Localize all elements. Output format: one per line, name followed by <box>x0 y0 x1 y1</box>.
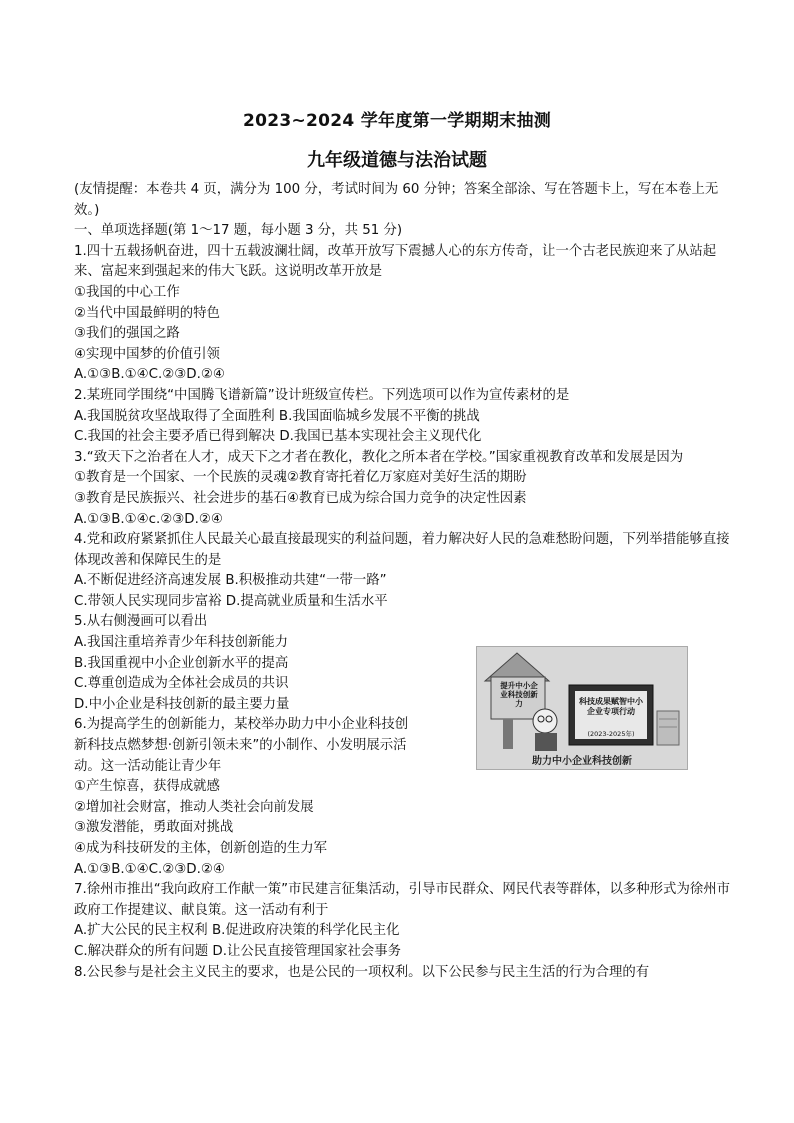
question-7-stem: 7.徐州市推出“我向政府工作献一策”市民建言征集活动，引导市民群众、网民代表等群体，以多种形式为徐州市政府工作提建议、献良策。这一活动有利于 <box>74 882 731 918</box>
question-7-choices-ab: A.扩大公民的民主权利 B.促进政府决策的科学化民主化 <box>74 923 400 939</box>
question-6-option-4: ④成为科技研发的主体，创新创造的生力军 <box>74 841 328 856</box>
question-4-choices-cd: C.带领人民实现同步富裕 D.提高就业质量和生活水平 <box>74 593 388 609</box>
question-2-choices-cd: C.我国的社会主要矛盾已得到解决 D.我国已基本实现社会主义现代化 <box>74 429 482 445</box>
question-8-stem: 8.公民参与是社会主义民主的要求，也是公民的一项权利。以下公民参与民主生活的行为合理的有 <box>74 964 650 980</box>
question-6-stem-line-2: 新科技点燃梦想·创新引领未来”的小制作、小发明展示活 <box>74 738 407 754</box>
exam-body <box>74 180 734 983</box>
question-6-choices: A.①③B.①④C.②③D.②④ <box>74 861 225 877</box>
question-6-option-1: ①产生惊喜，获得成就感 <box>74 779 220 795</box>
question-7-choices-cd: C.解决群众的所有问题 D.让公民直接管理国家社会事务 <box>74 943 402 959</box>
question-6-stem-line-3: 动。这一活动能让青少年 <box>74 758 222 774</box>
question-3-choices: A.①③B.①④c.②③D.②④ <box>74 511 223 527</box>
question-4-choices-ab: A.不断促进经济高速发展 B.积极推动共建“一带一路” <box>74 573 387 589</box>
question-4-stem: 4.党和政府紧紧抓住人民最关心最直接最现实的利益问题，着力解决好人民的急难愁盼问题，下列举措能够直接体现改善和保障民生的是 <box>74 532 730 568</box>
question-1-option-4: ④实现中国梦的价值引领 <box>74 346 220 362</box>
cartoon-illustration <box>476 646 688 770</box>
question-5-choice-a: A.我国注重培养青少年科技创新能力 <box>74 635 289 651</box>
question-1-option-1: ①我国的中心工作 <box>74 284 180 300</box>
question-1-choices: A.①③B.①④C.②③D.②④ <box>74 367 225 383</box>
question-5-choice-c: C.尊重创造成为全体社会成员的共识 <box>74 676 289 692</box>
question-6-option-3: ③激发潜能，勇敢面对挑战 <box>74 820 234 836</box>
question-1-option-3: ③我们的强国之路 <box>74 326 180 342</box>
question-2-stem: 2.某班同学围绕“中国腾飞谱新篇”设计班级宣传栏。下列选项可以作为宣传素材的是 <box>74 387 570 403</box>
question-5-choice-b: B.我国重视中小企业创新水平的提高 <box>74 655 289 671</box>
cartoon-board-text: 科技成果赋智中小企业专项行动 <box>579 697 643 716</box>
question-6-stem-line-1: 6.为提高学生的创新能力，某校举办助力中小企业科技创 <box>74 717 409 733</box>
question-5-choice-d: D.中小企业是科技创新的最主要力量 <box>74 696 290 712</box>
question-3-options-34: ③教育是民族振兴、社会进步的基石④教育已成为综合国力竞争的决定性因素 <box>74 490 527 506</box>
section-heading: 一、单项选择题(第 1～17 题，每小题 3 分，共 51 分) <box>74 223 403 239</box>
cartoon-sign-text: 提升中小企业科技创新力 <box>500 681 538 708</box>
question-1-option-2: ②当代中国最鲜明的特色 <box>74 305 220 321</box>
exam-title: 2023~2024 学年度第一学期期末抽测 <box>242 111 552 131</box>
question-3-options-12: ①教育是一个国家、一个民族的灵魂②教育寄托着亿万家庭对美好生活的期盼 <box>74 470 527 486</box>
question-6-option-2: ②增加社会财富，推动人类社会向前发展 <box>74 799 314 815</box>
cartoon-board-years: (2023-2025年) <box>587 730 635 738</box>
question-3-stem: 3.“致天下之治者在人才，成天下之才者在教化，教化之所本者在学校。”国家重视教育改革和发展是因为 <box>74 449 684 465</box>
question-5-stem: 5.从右侧漫画可以看出 <box>74 614 208 630</box>
notice: (友情提醒：本卷共 4 页，满分为 100 分，考试时间为 60 分钟；答案全部涂、写在答题卡上，写在本卷上无效。) <box>74 182 719 218</box>
exam-subtitle: 九年级道德与法治试题 <box>307 150 487 171</box>
question-2-choices-ab: A.我国脱贫攻坚战取得了全面胜利 B.我国面临城乡发展不平衡的挑战 <box>74 408 480 424</box>
cartoon-caption: 助力中小企业科技创新 <box>532 756 632 767</box>
question-1-stem: 1.四十五载扬帆奋进，四十五载波澜壮阔，改革开放写下震撼人心的东方传奇，让一个古老民族迎来了从站起来、富起来到强起来的伟大飞跃。这说明改革开放是 <box>74 243 717 280</box>
